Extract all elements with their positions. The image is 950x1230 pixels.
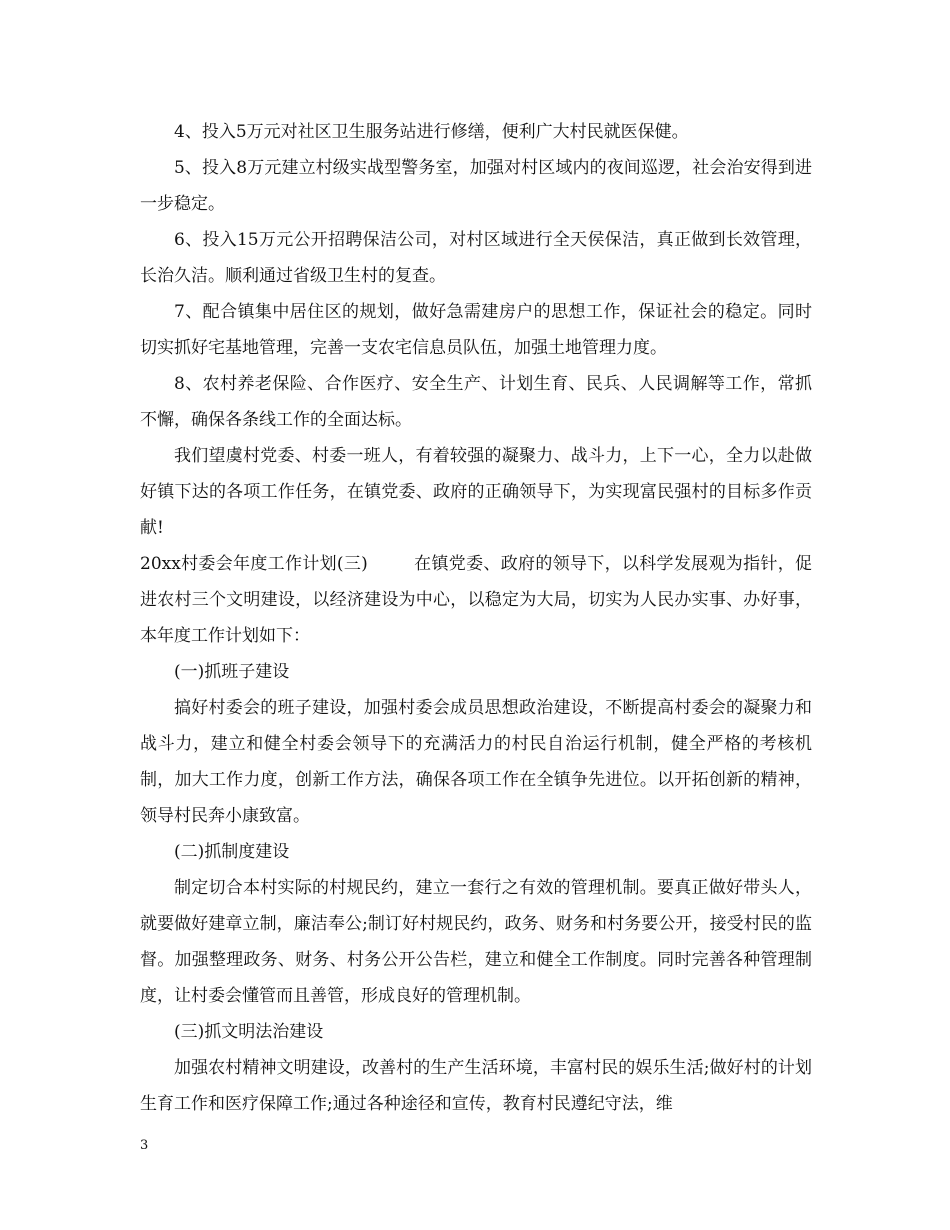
page-number: 3	[140, 1138, 149, 1153]
closing-paragraph: 我们望虞村党委、村委一班人，有着较强的凝聚力、战斗力，上下一心，全力以赴做好镇下达的各项工作任务，在镇党委、政府的正确领导下，为实现富民强村的目标多作贡献!	[140, 446, 812, 538]
subsection-body-3: 加强农村精神文明建设，改善村的生产生活环境，丰富村民的娱乐生活;做好村的计划生育工作和医疗保障工作;通过各种途径和宣传，教育村民遵纪守法，维	[140, 1058, 812, 1114]
paragraph-item-4: 4、投入5万元对社区卫生服务站进行修缮，便利广大村民就医保健。	[174, 122, 689, 142]
paragraph-item-5: 5、投入8万元建立村级实战型警务室，加强对村区域内的夜间巡逻，社会治安得到进一步稳定。	[140, 158, 812, 214]
subsection-title-2: (二)抓制度建设	[174, 842, 290, 862]
subsection-body-2: 制定切合本村实际的村规民约，建立一套行之有效的管理机制。要真正做好带头人，就要做好建章立制，廉洁奉公;制订好村规民约，政务、财务和村务要公开，接受村民的监督。加强整理政务、财务、村务公开公告栏，建立和健全工作制度。同时完善各种管理制度，让村委会懂管而且善管，形成良好的管理机制。	[140, 878, 812, 1006]
section-paragraph	[140, 546, 812, 654]
document-body	[140, 114, 812, 1122]
paragraph-item-8: 8、农村养老保险、合作医疗、安全生产、计划生育、民兵、人民调解等工作，常抓不懈，确保各条线工作的全面达标。	[140, 374, 812, 430]
subsection-title-3: (三)抓文明法治建设	[174, 1022, 324, 1042]
paragraph-item-6: 6、投入15万元公开招聘保洁公司，对村区域进行全天侯保洁，真正做到长效管理，长治久洁。顺利通过省级卫生村的复查。	[140, 230, 812, 286]
subsection-body-1: 搞好村委会的班子建设，加强村委会成员思想政治建设，不断提高村委会的凝聚力和战斗力，建立和健全村委会领导下的充满活力的村民自治运行机制，健全严格的考核机制，加大工作力度，创新工作方法，确保各项工作在全镇争先进位。以开拓创新的精神，领导村民奔小康致富。	[140, 698, 812, 826]
section-heading: 20xx村委会年度工作计划(三)	[140, 554, 368, 574]
subsection-title-1: (一)抓班子建设	[174, 662, 290, 682]
paragraph-item-7: 7、配合镇集中居住区的规划，做好急需建房户的思想工作，保证社会的稳定。同时切实抓好宅基地管理，完善一支农宅信息员队伍，加强土地管理力度。	[140, 302, 812, 358]
section-intro: 在镇党委、政府的领导下，以科学发展观为指针，促进农村三个文明建设，以经济建设为中心，以稳定为大局，切实为人民办实事、办好事，本年度工作计划如下：	[140, 554, 813, 646]
